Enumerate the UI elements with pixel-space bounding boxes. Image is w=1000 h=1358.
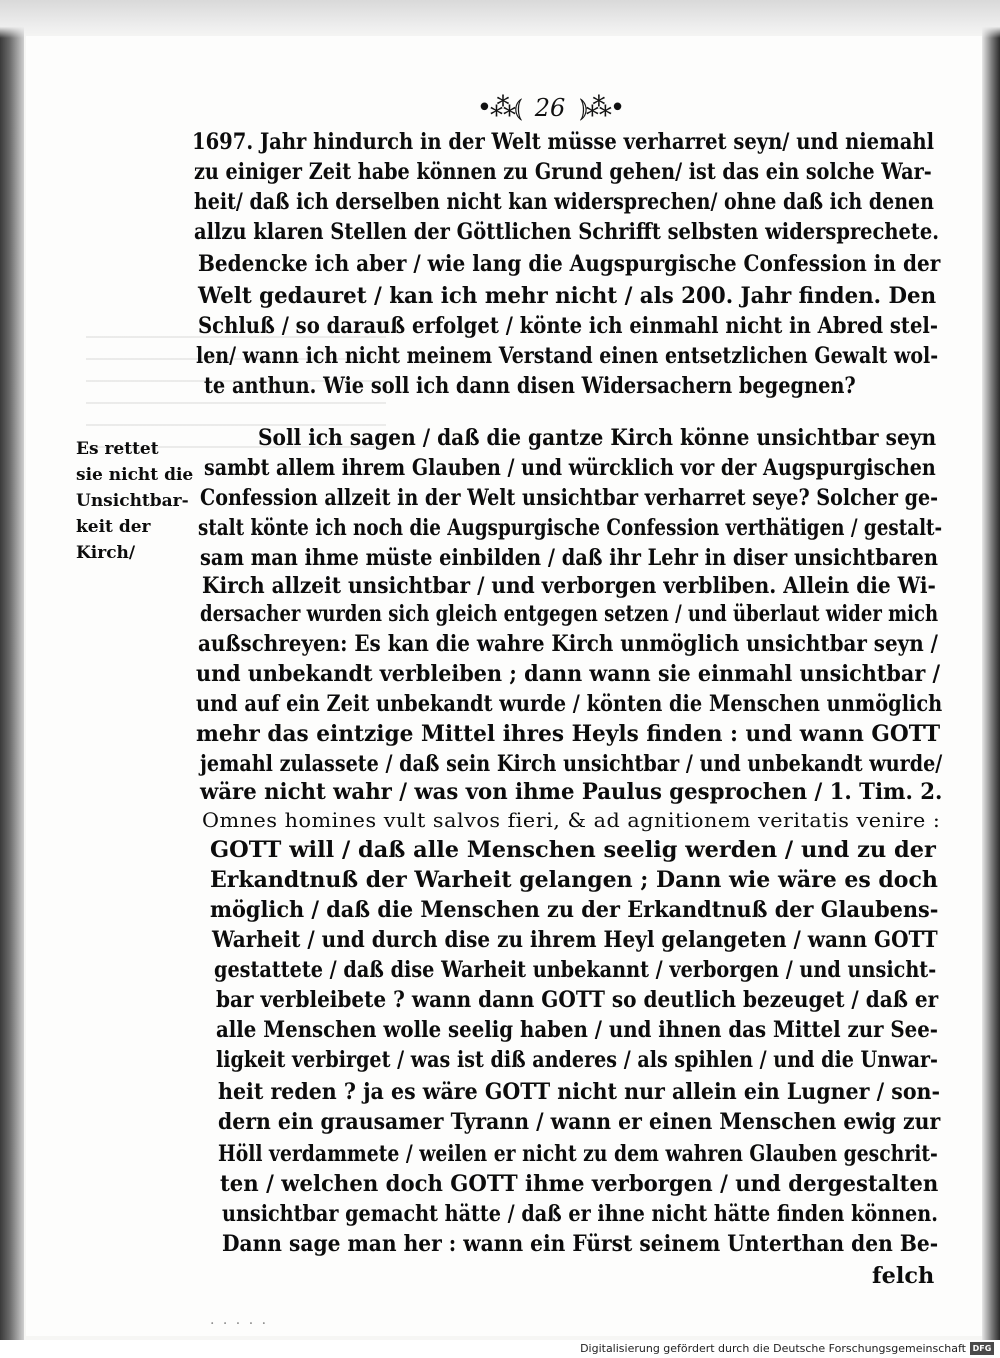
text-line: sam man ihme müste einbilden / daß ihr Lehr in diser unsichtbaren [200, 545, 938, 571]
text-line: ligkeit verbirget / was ist diß anderes / als spihlen / und die Unwar- [216, 1047, 938, 1073]
footer-credit: Digitalisierung gefördert durch die Deutsche Forschungsgemeinschaft [580, 1342, 966, 1355]
text-line: GOTT will / daß alle Menschen seelig werden / und zu der [210, 837, 936, 863]
text-line: Erkandtnuß der Warheit gelangen ; Dann wie wäre es doch [210, 867, 938, 893]
text-line: Schluß / so darauß erfolget / könte ich einmahl nicht in Abred stel- [198, 313, 938, 339]
text-line: außschreyen: Es kan die wahre Kirch unmöglich unsichtbar seyn / [198, 631, 938, 657]
margin-note-line: Unsichtbar- [76, 491, 189, 511]
text-line-latin: Omnes homines vult salvos fieri, & ad agnitionem veritatis venire : [202, 808, 941, 832]
text-line: dersacher wurden sich gleich entgegen setzen / und überlaut wider mich [200, 601, 939, 627]
text-line: alle Menschen wolle seelig haben / und ihnen das Mittel zur See- [216, 1017, 939, 1043]
ornament-left-icon: •⁂⦅ [476, 92, 521, 123]
text-line: stalt könte ich noch die Augspurgische Confession verthätigen / gestalt- [198, 515, 943, 541]
text-line: möglich / daß die Menschen zu der Erkandtnuß der Glaubens- [210, 897, 939, 923]
text-line: heit reden ? ja es wäre GOTT nicht nur allein ein Lugner / son- [218, 1079, 941, 1105]
text-line: te anthun. Wie soll ich dann disen Widersachern begegnen? [204, 373, 856, 399]
text-line: jemahl zulassete / daß sein Kirch unsichtbar / und unbekandt wurde/ [200, 751, 943, 777]
dfg-logo-icon: DFG [970, 1342, 994, 1355]
text-line: len/ wann ich nicht meinem Verstand einen entsetzlichen Gewalt wol- [196, 343, 939, 369]
text-line: Warheit / und durch dise zu ihrem Heyl gelangeten / wann GOTT [212, 927, 938, 953]
catchword: felch [872, 1263, 935, 1289]
margin-note-line: Kirch/ [76, 543, 136, 563]
margin-note-line: keit der [76, 517, 151, 537]
text-line: allzu klaren Stellen der Göttlichen Schrifft selbsten widersprechete. [194, 219, 940, 245]
text-line: Höll verdammete / weilen er nicht zu dem wahren Glauben geschrit- [218, 1141, 938, 1167]
bleed-mark: · · · · · [210, 1316, 269, 1332]
text-line: Confession allzeit in der Welt unsichtbar verharret seye? Solcher ge- [200, 485, 939, 511]
text-line: heit/ daß ich derselben nicht kan widersprechen/ ohne daß ich denen [194, 189, 934, 215]
text-line: zu einiger Zeit habe können zu Grund gehen/ ist das ein solche War- [194, 159, 932, 185]
text-line: ten / welchen doch GOTT ihme verborgen / und dergestalten [220, 1171, 939, 1197]
text-line: Dann sage man her : wann ein Fürst seinem Unterthan den Be- [222, 1231, 939, 1257]
text-line: Soll ich sagen / daß die gantze Kirch könne unsichtbar seyn [258, 425, 937, 451]
ornament-right-icon: ⦆⁂• [579, 92, 624, 123]
text-line: Bedencke ich aber / wie lang die Augspurgische Confession in der [198, 251, 941, 277]
text-line: mehr das eintzige Mittel ihres Heyls finden : und wann GOTT [196, 721, 941, 747]
text-line: sambt allem ihrem Glauben / und würcklich vor der Augspurgischen [204, 455, 936, 481]
text-line: gestattete / daß dise Warheit unbekannt / verborgen / und unsicht- [214, 957, 937, 983]
text-line: wäre nicht wahr / was von ihme Paulus gesprochen / 1. Tim. 2. [200, 779, 943, 805]
text-line: und unbekandt verbleiben ; dann wann sie einmahl unsichtbar / [196, 661, 941, 687]
margin-note-line: sie nicht die [76, 465, 194, 485]
text-line: 1697. Jahr hindurch in der Welt müsse verharret seyn/ und niemahl [192, 129, 935, 155]
text-line: Welt gedauret / kan ich mehr nicht / als 200. Jahr finden. Den [198, 283, 937, 309]
page-number: 26 [534, 94, 566, 122]
text-line: bar verbleibete ? wann dann GOTT so deutlich bezeuget / daß er [216, 987, 939, 1013]
text-line: unsichtbar gemacht hätte / daß er ihne nicht hätte finden können. [222, 1201, 938, 1227]
text-line: Kirch allzeit unsichtbar / und verborgen verbliben. Allein die Wi- [202, 573, 936, 599]
margin-note-line: Es rettet [76, 439, 159, 459]
text-line: dern ein grausamer Tyrann / wann er einen Menschen ewig zur [218, 1109, 941, 1135]
text-line: und auf ein Zeit unbekandt wurde / könten die Menschen unmöglich [196, 691, 943, 717]
